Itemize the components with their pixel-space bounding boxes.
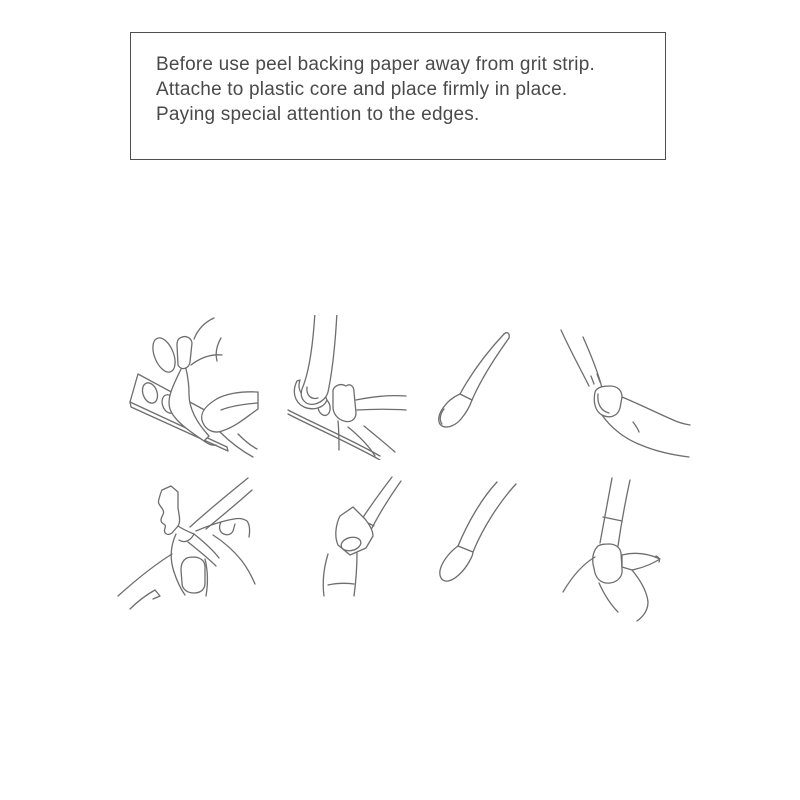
- step-5-peel-used-strip-illustration: [110, 468, 270, 623]
- step-4-tool-on-nail-illustration: [543, 312, 693, 462]
- step-8-tool-on-thumb-illustration: [552, 470, 677, 625]
- step-2-attach-to-core-illustration: [280, 315, 410, 460]
- step-7-tool-illustration: [425, 470, 530, 590]
- instruction-box: [130, 32, 666, 160]
- instruction-line-3: Paying special attention to the edges.: [156, 104, 480, 125]
- step-1-peel-backing-illustration: [100, 310, 260, 460]
- step-3-assembled-tool-illustration: [420, 315, 530, 440]
- instruction-line-2: Attache to plastic core and place firmly in place.: [156, 79, 568, 100]
- instruction-line-1: Before use peel backing paper away from grit strip.: [156, 54, 595, 75]
- step-6-strip-over-finger-illustration: [298, 468, 403, 603]
